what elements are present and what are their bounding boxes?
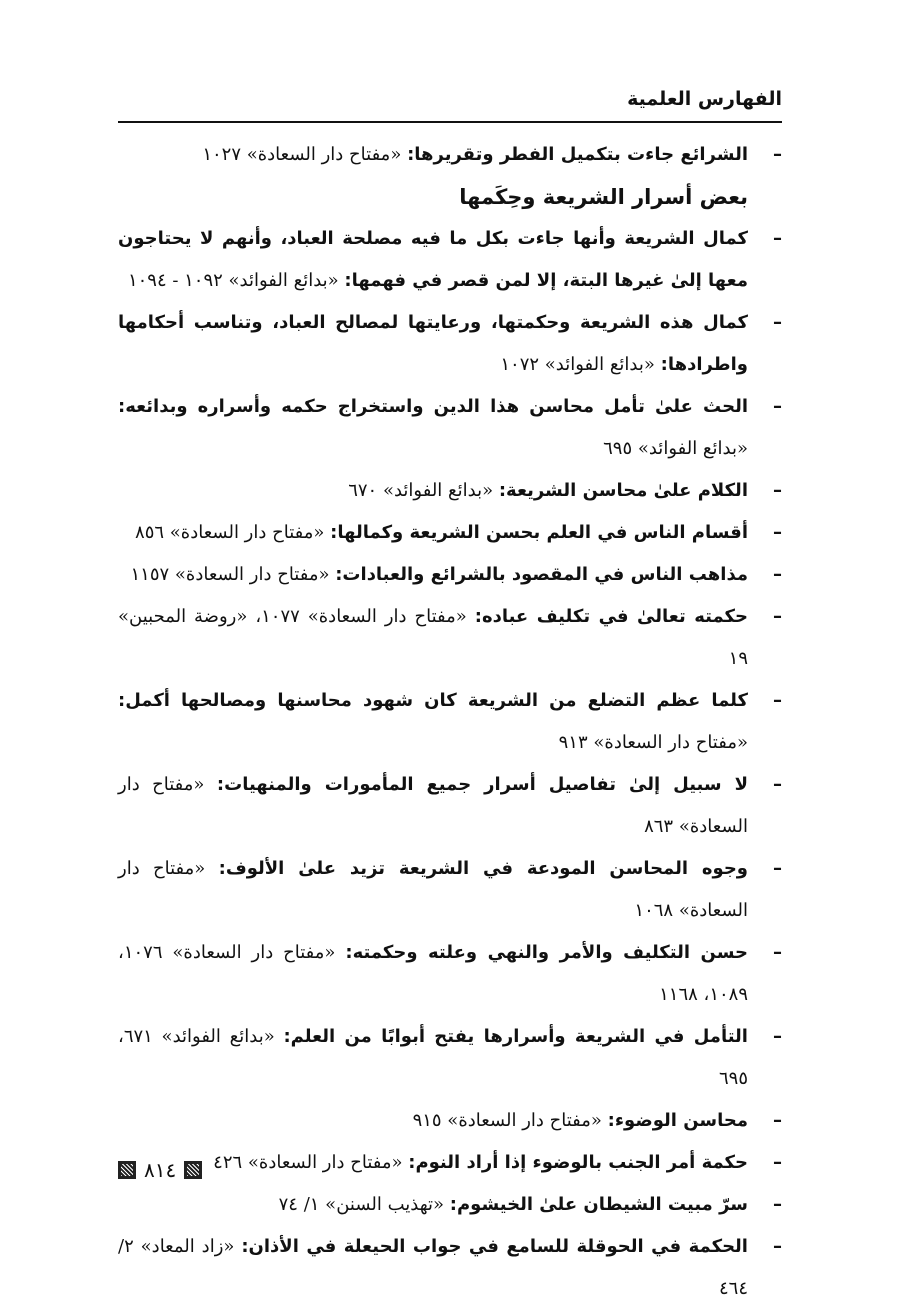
entry-subject: التأمل في الشريعة وأسرارها يفتح أبوابًا من العلم: bbox=[283, 1026, 748, 1047]
index-entry bbox=[118, 386, 782, 470]
square-ornament-icon bbox=[118, 1161, 136, 1179]
entry-subject: الشرائع جاءت بتكميل الفطر وتقريرها: bbox=[407, 144, 748, 165]
entry-references: «مفتاح دار السعادة» ٤٢٦ bbox=[213, 1152, 403, 1173]
index-entry bbox=[118, 848, 782, 932]
entry-references: «تهذيب السنن» ١/ ٧٤ bbox=[278, 1194, 445, 1215]
entry-dash: – bbox=[773, 1026, 782, 1047]
entry-subject: الكلام علىٰ محاسن الشريعة: bbox=[498, 480, 748, 501]
entry-references: «بدائع الفوائد» ٦٧١، ٦٩٥ bbox=[118, 1026, 748, 1089]
section-heading: بعض أسرار الشريعة وحِكَمها bbox=[459, 185, 748, 209]
index-entry bbox=[118, 1016, 782, 1100]
entry-subject: لا سبيل إلىٰ تفاصيل أسرار جميع المأمورات والمنهيات: bbox=[216, 774, 748, 795]
page-number: ٨١٤ bbox=[144, 1158, 177, 1182]
entry-subject: كلما عظم التضلع من الشريعة كان شهود محاسنها ومصالحها أكمل: bbox=[118, 690, 748, 711]
entry-subject: الحث علىٰ تأمل محاسن هذا الدين واستخراج حكمه وأسراره وبدائعه: bbox=[118, 396, 748, 417]
index-entry bbox=[118, 1226, 782, 1310]
index-entry bbox=[118, 1142, 782, 1184]
entry-subject: حكمته تعالىٰ في تكليف عباده: bbox=[474, 606, 748, 627]
entry-dash: – bbox=[773, 858, 782, 879]
index-entry bbox=[118, 680, 782, 764]
index-entry bbox=[118, 554, 782, 596]
entry-references: «بدائع الفوائد» ١٠٩٢ - ١٠٩٤ bbox=[127, 270, 339, 291]
entry-dash: – bbox=[773, 396, 782, 417]
index-entry bbox=[118, 1184, 782, 1226]
entry-references: «بدائع الفوائد» ٦٧٠ bbox=[348, 480, 494, 501]
entry-references: «بدائع الفوائد» ٦٩٥ bbox=[603, 438, 748, 459]
entry-subject: حكمة أمر الجنب بالوضوء إذا أراد النوم: bbox=[408, 1152, 748, 1173]
entry-dash: – bbox=[773, 522, 782, 543]
square-ornament-icon bbox=[184, 1161, 202, 1179]
entry-subject: سرّ مبيت الشيطان علىٰ الخيشوم: bbox=[449, 1194, 748, 1215]
index-entry bbox=[118, 302, 782, 386]
index-entry bbox=[118, 1100, 782, 1142]
header-rule bbox=[118, 121, 782, 123]
entry-references: «مفتاح دار السعادة» ٩١٥ bbox=[412, 1110, 602, 1131]
entry-dash: – bbox=[773, 606, 782, 627]
index-content bbox=[118, 134, 782, 1310]
entry-dash: – bbox=[773, 564, 782, 585]
entry-dash: – bbox=[773, 1152, 782, 1173]
entry-references: «مفتاح دار السعادة» ١٠٧٦، ١٠٨٩، ١١٦٨ bbox=[118, 942, 748, 1005]
entry-references: «زاد المعاد» ٢/ ٤٦٤ bbox=[118, 1236, 748, 1299]
entry-subject: الحكمة في الحوقلة للسامع في جواب الحيعلة في الأذان: bbox=[241, 1236, 748, 1257]
entry-dash: – bbox=[773, 1236, 782, 1257]
entry-subject: أقسام الناس في العلم بحسن الشريعة وكمالها: bbox=[330, 522, 748, 543]
entry-dash: – bbox=[773, 312, 782, 333]
index-entry bbox=[118, 512, 782, 554]
entry-subject: مذاهب الناس في المقصود بالشرائع والعبادات: bbox=[335, 564, 748, 585]
entry-dash: – bbox=[773, 690, 782, 711]
page-footer bbox=[118, 1155, 202, 1185]
entry-references: «مفتاح دار السعادة» ١٠٢٧ bbox=[202, 144, 402, 165]
index-entry bbox=[118, 596, 782, 680]
entry-dash: – bbox=[773, 774, 782, 795]
entry-subject: حسن التكليف والأمر والنهي وعلته وحكمته: bbox=[345, 942, 748, 963]
index-entry bbox=[118, 218, 782, 302]
index-entry bbox=[118, 470, 782, 512]
running-header: الفهارس العلمية bbox=[627, 88, 782, 110]
entry-dash: – bbox=[773, 1110, 782, 1131]
entry-subject: وجوه المحاسن المودعة في الشريعة تزيد علىٰ الألوف: bbox=[218, 858, 748, 879]
index-entry bbox=[118, 932, 782, 1016]
index-entry bbox=[118, 134, 782, 176]
entry-references: «مفتاح دار السعادة» ١٠٦٨ bbox=[118, 858, 748, 921]
entry-dash: – bbox=[773, 228, 782, 249]
entry-references: «مفتاح دار السعادة» ٩١٣ bbox=[558, 732, 748, 753]
entry-references: «مفتاح دار السعادة» ١١٥٧ bbox=[130, 564, 330, 585]
entry-dash: – bbox=[773, 1194, 782, 1215]
entry-references: «بدائع الفوائد» ١٠٧٢ bbox=[500, 354, 655, 375]
entry-dash: – bbox=[773, 942, 782, 963]
entry-dash: – bbox=[773, 480, 782, 501]
entry-subject: كمال هذه الشريعة وحكمتها، ورعايتها لمصالح العباد، وتناسب أحكامها واطرادها: bbox=[118, 312, 748, 375]
entry-subject: كمال الشريعة وأنها جاءت بكل ما فيه مصلحة العباد، وأنهم لا يحتاجون معها إلىٰ غيرها البتة، إلا لمن قصر في فهمها: bbox=[118, 228, 748, 291]
index-entry bbox=[118, 764, 782, 848]
entry-references: «مفتاح دار السعادة» ٨٦٣ bbox=[118, 774, 748, 837]
entry-references: «مفتاح دار السعادة» ٨٥٦ bbox=[135, 522, 325, 543]
entry-references: «مفتاح دار السعادة» ١٠٧٧، «روضة المحبين» ١٩ bbox=[118, 606, 748, 669]
entry-dash: – bbox=[773, 144, 782, 165]
entry-subject: محاسن الوضوء: bbox=[607, 1110, 748, 1131]
